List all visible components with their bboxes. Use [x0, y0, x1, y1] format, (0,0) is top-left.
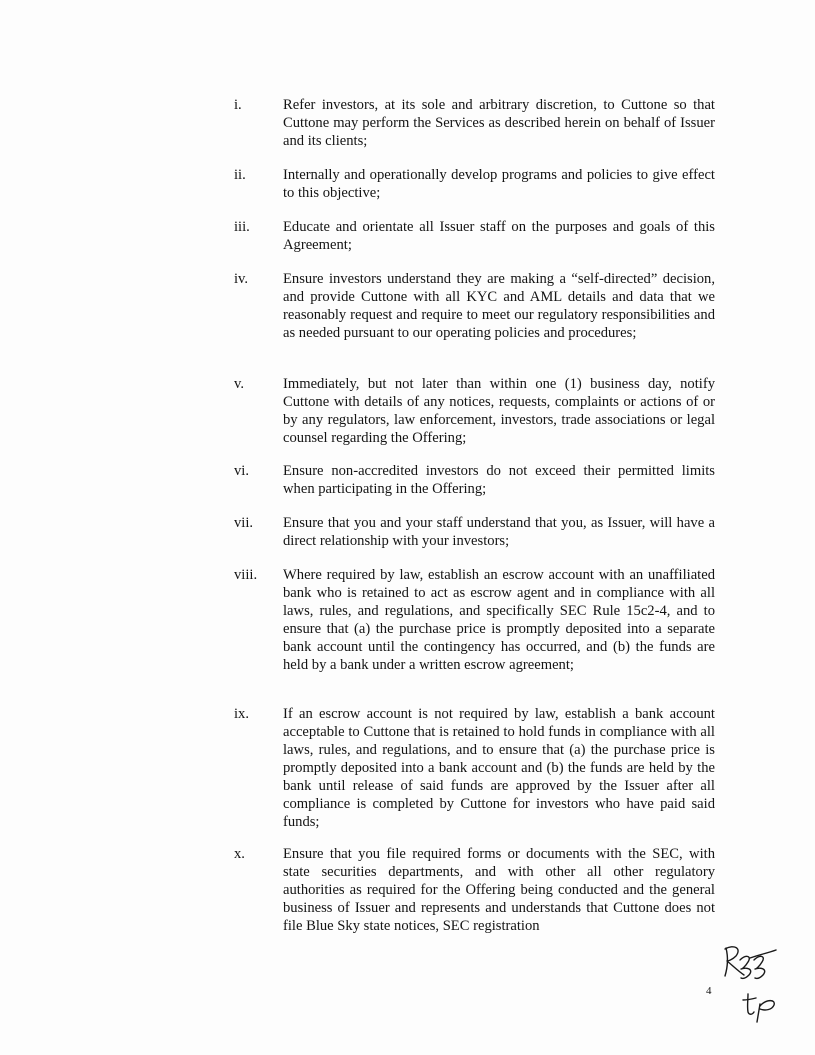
clause-text: Ensure that you and your staff understand that you, as Issuer, will have a direct relationship with your investors;: [283, 515, 715, 549]
clause-numeral: ii.: [234, 167, 246, 183]
clause-text: Ensure investors understand they are making a “self-directed” decision, and provide Cuttone with all KYC and AML details and data that we reasonably request and require to meet our regulatory responsibilities and as needed pursuant to our operating policies and procedures;: [283, 271, 715, 341]
clause-numeral: ix.: [234, 706, 249, 722]
clause-numeral: iii.: [234, 219, 250, 235]
clause-numeral: vii.: [234, 515, 254, 531]
clause-numeral: vi.: [234, 463, 249, 479]
clause-numeral: x.: [234, 846, 245, 862]
clause-text: Where required by law, establish an escrow account with an unaffiliated bank who is retained to act as escrow agent and in compliance with all laws, rules, and regulations, and specifically SEC Rule 15c2-4, and to ensure that (a) the purchase price is promptly deposited into a separate bank account until the contingency has occurred, and (b) the funds are held by a bank under a written escrow agreement;: [283, 567, 715, 673]
page-number: 4: [706, 985, 712, 997]
clause-text: Internally and operationally develop programs and policies to give effect to this objective;: [283, 167, 715, 201]
clause-numeral: i.: [234, 97, 242, 113]
clause-text: Ensure non-accredited investors do not exceed their permitted limits when participating in the Offering;: [283, 463, 715, 497]
clause-text: Educate and orientate all Issuer staff on the purposes and goals of this Agreement;: [283, 219, 715, 253]
clause-text: Ensure that you file required forms or documents with the SEC, with state securities departments, and with other all other regulatory authorities as required for the Offering being conducted and the general business of Issuer and represents and understands that Cuttone does not file Blue Sky state notices, SEC registration: [283, 846, 715, 934]
clause-numeral: viii.: [234, 567, 258, 583]
clause-text: Refer investors, at its sole and arbitrary discretion, to Cuttone so that Cuttone may perform the Services as described herein on behalf of Issuer and its clients;: [283, 97, 715, 149]
initials-rbb-signature: [716, 940, 782, 984]
initials-tp-signature: [740, 990, 786, 1024]
clause-numeral: v.: [234, 376, 244, 392]
clause-text: If an escrow account is not required by law, establish a bank account acceptable to Cuttone that is retained to hold funds in compliance with all laws, rules, and regulations, and to ensure that (a) the purchase price is promptly deposited into a bank account and (b) the funds are held by the bank until release of said funds are approved by the Issuer after all compliance is completed by Cuttone for investors who have paid said funds;: [283, 706, 715, 830]
clause-numeral: iv.: [234, 271, 249, 287]
clause-text: Immediately, but not later than within one (1) business day, notify Cuttone with details of any notices, requests, complaints or actions of or by any regulators, law enforcement, investors, trade associations or legal counsel regarding the Offering;: [283, 376, 715, 446]
